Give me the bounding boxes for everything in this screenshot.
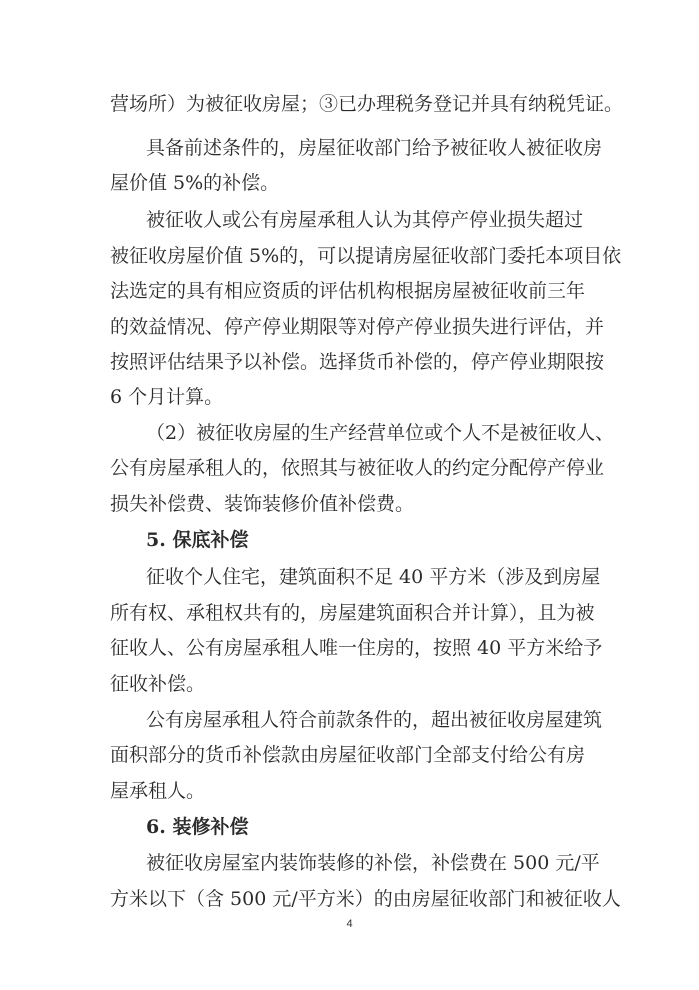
document-page: 营场所）为被征收房屋；③已办理税务登记并具有纳税凭证。 具备前述条件的，房屋征收部门给予被征收人被征收房 屋价值 5%的补偿。 被征收人或公有房屋承租人认为其停产停业损失超过 被征收房屋价值 5%的，可以提请房屋征收部门委托本项目依 法选定的具有相应资质的评估机构根据房屋被征收前三年 的效益情况、停产停业期限等对停产停业损失进行评估，并 按照评估结果予以补偿。选择货币补偿的，停产停业期限按 6 个月计算。 （2）被征收房屋的生产经营单位或个人不是被征收人、 公有房屋承租人的，依照其与被征收人的约定分配停产停业 损失补偿费、装饰装修价值补偿费。 5. 保底补偿 征收个人住宅，建筑面积不足 40 平方米（涉及到房屋 所有权、承租权共有的，房屋建筑面积合并计算），且为被 征收人、公有房屋承租人唯一住房的，按照 40 平方米给予 征收补偿。 公有房屋承租人符合前款条件的，超出被征收房屋建筑 面积部分的货币补偿款由房屋征收部门全部支付给公有房 屋承租人。 6. 装修补偿 被征收房屋室内装饰装修的补偿，补偿费在 500 元/平 方米以下（含 500 元/平方米）的由房屋征收部门和被征收人 4 [0, 0, 699, 990]
page-number: 4 [346, 918, 353, 930]
